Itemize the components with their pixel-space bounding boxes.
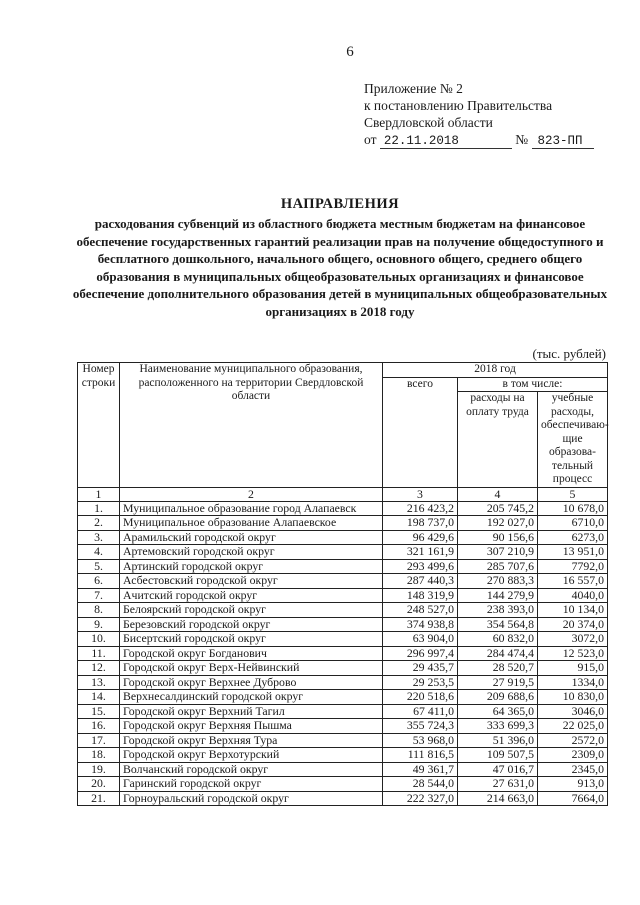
- salary-amount: 238 393,0: [458, 603, 538, 618]
- municipality-name: Верхнесалдинский городской округ: [120, 690, 383, 705]
- header-municipality: Наименование муниципального образования, расположенного на территории Свердловской области: [120, 363, 383, 488]
- total-amount: 49 361,7: [383, 762, 458, 777]
- header-including: в том числе:: [458, 377, 608, 392]
- total-amount: 222 327,0: [383, 791, 458, 806]
- table-row: [78, 501, 608, 516]
- total-amount: 374 938,8: [383, 617, 458, 632]
- table-row: [78, 559, 608, 574]
- row-number: 16.: [78, 719, 120, 734]
- annex-line-2: к постановлению Правительства: [364, 98, 553, 113]
- column-index: 5: [538, 487, 608, 501]
- total-amount: 53 968,0: [383, 733, 458, 748]
- total-amount: 321 161,9: [383, 545, 458, 560]
- table-row: [78, 646, 608, 661]
- municipality-name: Гаринский городской округ: [120, 777, 383, 792]
- column-index: 1: [78, 487, 120, 501]
- table-row: [78, 791, 608, 806]
- column-index: 3: [383, 487, 458, 501]
- educational-amount: 13 951,0: [538, 545, 608, 560]
- educational-amount: 1334,0: [538, 675, 608, 690]
- header-year: 2018 год: [383, 363, 608, 378]
- row-number: 1.: [78, 501, 120, 516]
- educational-amount: 10 830,0: [538, 690, 608, 705]
- unit-note: (тыс. рублей): [532, 346, 606, 361]
- salary-amount: 47 016,7: [458, 762, 538, 777]
- salary-amount: 64 365,0: [458, 704, 538, 719]
- resolution-number: 823-ПП: [532, 134, 594, 149]
- salary-amount: 284 474,4: [458, 646, 538, 661]
- row-number: 15.: [78, 704, 120, 719]
- salary-amount: 214 663,0: [458, 791, 538, 806]
- row-number: 2.: [78, 516, 120, 531]
- subventions-table: [77, 362, 608, 806]
- total-amount: 293 499,6: [383, 559, 458, 574]
- annex-line-3: Свердловской области: [364, 115, 493, 130]
- total-amount: 198 737,0: [383, 516, 458, 531]
- educational-amount: 10 134,0: [538, 603, 608, 618]
- total-amount: 287 440,3: [383, 574, 458, 589]
- educational-amount: 915,0: [538, 661, 608, 676]
- municipality-name: Городской округ Верхнее Дуброво: [120, 675, 383, 690]
- municipality-name: Белоярский городской округ: [120, 603, 383, 618]
- municipality-name: Городской округ Верх-Нейвинский: [120, 661, 383, 676]
- table-row: [78, 588, 608, 603]
- header-salary: расходы на оплату труда: [458, 392, 538, 488]
- row-number: 14.: [78, 690, 120, 705]
- row-number: 11.: [78, 646, 120, 661]
- educational-amount: 2572,0: [538, 733, 608, 748]
- educational-amount: 2345,0: [538, 762, 608, 777]
- table-body: [78, 487, 608, 806]
- total-amount: 96 429,6: [383, 530, 458, 545]
- salary-amount: 209 688,6: [458, 690, 538, 705]
- municipality-name: Городской округ Верхний Тагил: [120, 704, 383, 719]
- title-subheading: расходования субвенций из областного бюджета местным бюджетам на финансовое обеспечение государственных гарантий реализации прав на получение общедоступного и бесплатного дошкольного, начального общего, основного общего, среднего общего образования в муниципальных общеобразовательных организациях и финансовое обеспечение дополнительного образования детей в муниципальных общеобразовательных организациях в 2018 году: [72, 216, 608, 319]
- row-number: 7.: [78, 588, 120, 603]
- municipality-name: Муниципальное образование Алапаевское: [120, 516, 383, 531]
- salary-amount: 333 699,3: [458, 719, 538, 734]
- salary-amount: 307 210,9: [458, 545, 538, 560]
- row-number: 12.: [78, 661, 120, 676]
- row-number: 6.: [78, 574, 120, 589]
- table-row: [78, 777, 608, 792]
- municipality-name: Муниципальное образование город Алапаевск: [120, 501, 383, 516]
- salary-amount: 270 883,3: [458, 574, 538, 589]
- municipality-name: Арамильский городской округ: [120, 530, 383, 545]
- total-amount: 148 319,9: [383, 588, 458, 603]
- row-number: 13.: [78, 675, 120, 690]
- row-number: 4.: [78, 545, 120, 560]
- row-number: 10.: [78, 632, 120, 647]
- educational-amount: 3072,0: [538, 632, 608, 647]
- date-prefix: от: [364, 132, 377, 147]
- total-amount: 63 904,0: [383, 632, 458, 647]
- table-row: [78, 733, 608, 748]
- salary-amount: 109 507,5: [458, 748, 538, 763]
- educational-amount: 6710,0: [538, 516, 608, 531]
- total-amount: 248 527,0: [383, 603, 458, 618]
- educational-amount: 12 523,0: [538, 646, 608, 661]
- educational-amount: 22 025,0: [538, 719, 608, 734]
- salary-amount: 354 564,8: [458, 617, 538, 632]
- educational-amount: 7792,0: [538, 559, 608, 574]
- resolution-date: 22.11.2018: [380, 134, 512, 149]
- header-row-number: Номер строки: [78, 363, 120, 488]
- educational-amount: 20 374,0: [538, 617, 608, 632]
- column-index: 4: [458, 487, 538, 501]
- municipality-name: Артинский городской округ: [120, 559, 383, 574]
- municipality-name: Бисертский городской округ: [120, 632, 383, 647]
- educational-amount: 10 678,0: [538, 501, 608, 516]
- annex-block: [364, 80, 594, 149]
- page-number: 6: [346, 44, 354, 60]
- salary-amount: 28 520,7: [458, 661, 538, 676]
- table-row: [78, 675, 608, 690]
- municipality-name: Городской округ Верхняя Пышма: [120, 719, 383, 734]
- total-amount: 111 816,5: [383, 748, 458, 763]
- salary-amount: 27 631,0: [458, 777, 538, 792]
- educational-amount: 7664,0: [538, 791, 608, 806]
- salary-amount: 60 832,0: [458, 632, 538, 647]
- educational-amount: 4040,0: [538, 588, 608, 603]
- municipality-name: Артемовский городской округ: [120, 545, 383, 560]
- table-row: [78, 545, 608, 560]
- table-row: [78, 748, 608, 763]
- row-number: 18.: [78, 748, 120, 763]
- table-row: [78, 603, 608, 618]
- row-number: 8.: [78, 603, 120, 618]
- municipality-name: Асбестовский городской округ: [120, 574, 383, 589]
- header-total: всего: [383, 377, 458, 487]
- annex-date-line: [364, 131, 594, 149]
- total-amount: 296 997,4: [383, 646, 458, 661]
- municipality-name: Ачитский городской округ: [120, 588, 383, 603]
- salary-amount: 144 279,9: [458, 588, 538, 603]
- column-index: 2: [120, 487, 383, 501]
- salary-amount: 205 745,2: [458, 501, 538, 516]
- row-number: 17.: [78, 733, 120, 748]
- salary-amount: 90 156,6: [458, 530, 538, 545]
- educational-amount: 16 557,0: [538, 574, 608, 589]
- table-row: [78, 661, 608, 676]
- municipality-name: Городской округ Верхотурский: [120, 748, 383, 763]
- municipality-name: Березовский городской округ: [120, 617, 383, 632]
- educational-amount: 2309,0: [538, 748, 608, 763]
- number-prefix: №: [515, 132, 529, 147]
- table-row: [78, 704, 608, 719]
- table-row: [78, 617, 608, 632]
- total-amount: 355 724,3: [383, 719, 458, 734]
- row-number: 21.: [78, 791, 120, 806]
- total-amount: 29 435,7: [383, 661, 458, 676]
- salary-amount: 285 707,6: [458, 559, 538, 574]
- row-number: 5.: [78, 559, 120, 574]
- table-row: [78, 690, 608, 705]
- salary-amount: 51 396,0: [458, 733, 538, 748]
- municipality-name: Горноуральский городской округ: [120, 791, 383, 806]
- table-row: [78, 719, 608, 734]
- municipality-name: Городской округ Верхняя Тура: [120, 733, 383, 748]
- salary-amount: 27 919,5: [458, 675, 538, 690]
- total-amount: 67 411,0: [383, 704, 458, 719]
- educational-amount: 3046,0: [538, 704, 608, 719]
- table-row: [78, 632, 608, 647]
- table-row: [78, 530, 608, 545]
- total-amount: 29 253,5: [383, 675, 458, 690]
- header-educational: учебные расходы, обеспечиваю-щие образова-тельный процесс: [538, 392, 608, 488]
- row-number: 9.: [78, 617, 120, 632]
- table-row: [78, 516, 608, 531]
- row-number: 19.: [78, 762, 120, 777]
- municipality-name: Волчанский городской округ: [120, 762, 383, 777]
- educational-amount: 6273,0: [538, 530, 608, 545]
- document-title: [60, 196, 620, 320]
- total-amount: 28 544,0: [383, 777, 458, 792]
- educational-amount: 913,0: [538, 777, 608, 792]
- municipality-name: Городской округ Богданович: [120, 646, 383, 661]
- column-index-row: [78, 487, 608, 501]
- salary-amount: 192 027,0: [458, 516, 538, 531]
- title-heading: НАПРАВЛЕНИЯ: [280, 196, 400, 212]
- total-amount: 216 423,2: [383, 501, 458, 516]
- annex-line-1: Приложение № 2: [364, 81, 463, 96]
- table-row: [78, 762, 608, 777]
- total-amount: 220 518,6: [383, 690, 458, 705]
- row-number: 3.: [78, 530, 120, 545]
- table-row: [78, 574, 608, 589]
- row-number: 20.: [78, 777, 120, 792]
